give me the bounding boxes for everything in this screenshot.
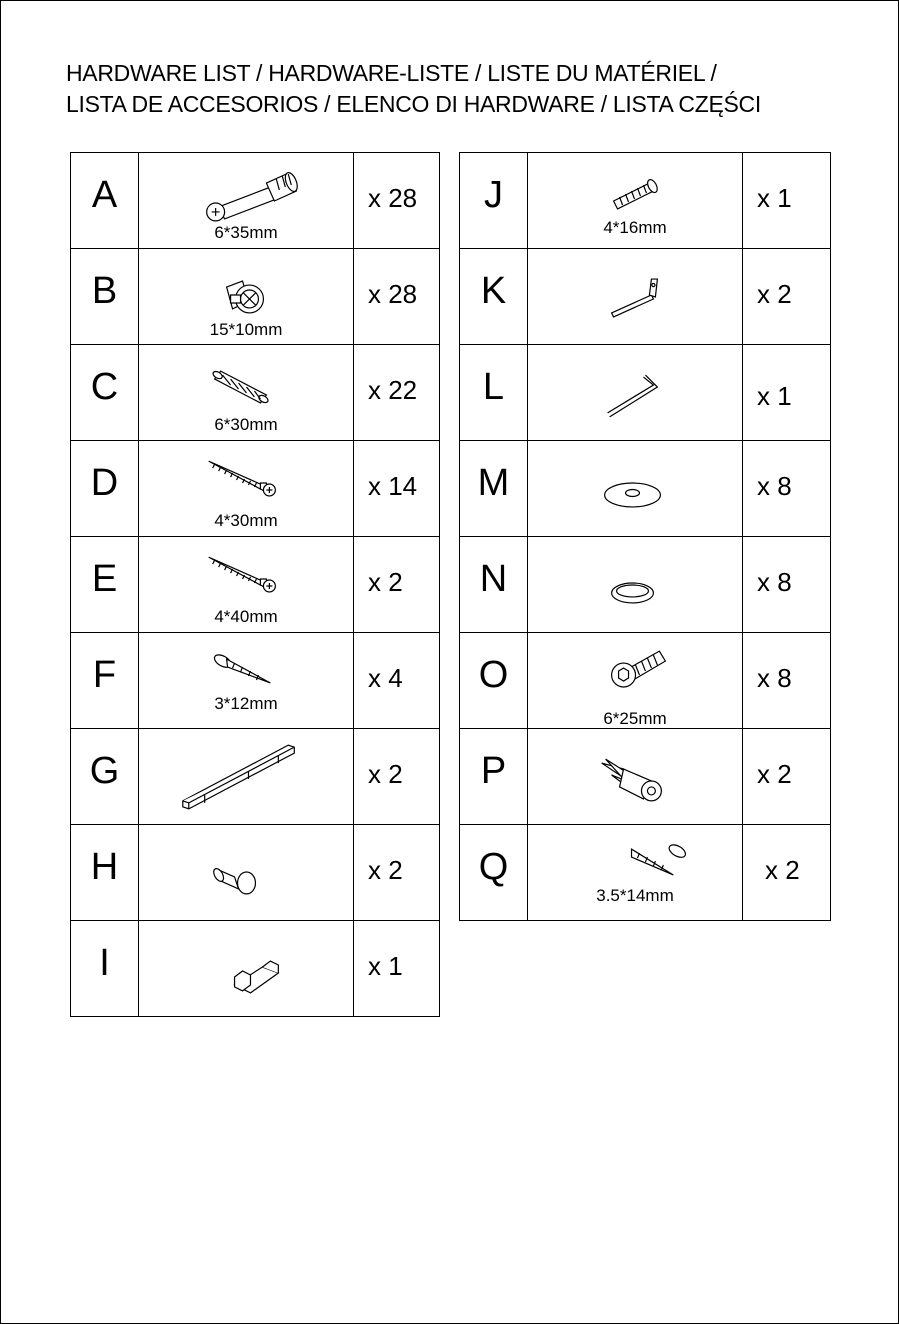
hardware-row — [460, 153, 831, 249]
item-quantity: x 2 — [368, 855, 403, 885]
item-quantity: x 22 — [368, 375, 418, 405]
item-size: 15*10mm — [209, 320, 283, 339]
item-letter: E — [91, 558, 118, 600]
hardware-row — [71, 633, 440, 729]
l-bracket-icon — [528, 249, 742, 344]
allen-key-icon — [528, 345, 742, 440]
hardware-row — [460, 249, 831, 345]
item-letter: A — [91, 174, 118, 216]
item-quantity: x 28 — [368, 279, 418, 309]
knob-icon — [139, 825, 353, 920]
cam-dowel-icon — [139, 153, 353, 248]
hardware-row — [460, 441, 831, 537]
item-quantity: x 2 — [765, 855, 800, 885]
item-letter: I — [99, 942, 110, 984]
title-line-2: LISTA DE ACCESORIOS / ELENCO DI HARDWARE / LISTA CZĘŚCI — [66, 91, 761, 117]
small-washer-icon — [528, 537, 742, 632]
hardware-row — [460, 633, 831, 729]
item-quantity: x 14 — [368, 471, 418, 501]
hardware-row — [460, 729, 831, 825]
hardware-row — [71, 729, 440, 825]
hex-socket-bolt-icon — [528, 633, 742, 728]
hardware-table-right — [459, 152, 831, 921]
item-letter: M — [477, 462, 510, 504]
page-title — [66, 58, 761, 120]
wall-anchor-icon — [528, 729, 742, 824]
hardware-row — [460, 537, 831, 633]
item-quantity: x 1 — [368, 951, 403, 981]
item-size: 6*25mm — [603, 709, 667, 728]
item-letter: F — [92, 654, 117, 696]
hardware-row — [71, 825, 440, 921]
item-size: 3.5*14mm — [596, 886, 674, 905]
title-line-1: HARDWARE LIST / HARDWARE-LISTE / LISTE DU MATÉRIEL / — [66, 60, 717, 86]
machine-screw-icon — [528, 153, 742, 248]
hex-connector-icon — [139, 921, 353, 1016]
item-quantity: x 8 — [757, 567, 792, 597]
hardware-row — [71, 249, 440, 345]
item-quantity: x 1 — [757, 381, 792, 411]
item-quantity: x 2 — [368, 759, 403, 789]
item-size: 3*12mm — [214, 694, 278, 713]
item-quantity: x 8 — [757, 471, 792, 501]
item-letter: B — [91, 270, 118, 312]
item-letter: D — [90, 462, 119, 504]
wall-screw-icon — [528, 825, 742, 920]
item-letter: H — [90, 846, 119, 888]
item-size: 4*30mm — [214, 511, 278, 530]
screw-icon — [139, 441, 353, 536]
item-letter: P — [480, 750, 507, 792]
item-quantity: x 4 — [368, 663, 403, 693]
item-quantity: x 2 — [757, 279, 792, 309]
cam-lock-icon — [139, 249, 353, 344]
item-quantity: x 8 — [757, 663, 792, 693]
screw-icon — [139, 537, 353, 632]
item-size: 4*40mm — [214, 607, 278, 626]
hardware-row — [71, 153, 440, 249]
rail-icon — [139, 729, 353, 824]
hardware-table-left — [70, 152, 440, 1017]
item-letter: Q — [478, 846, 509, 888]
hardware-row — [460, 825, 831, 921]
hardware-row — [460, 345, 831, 441]
item-letter: O — [478, 654, 509, 696]
large-washer-icon — [528, 441, 742, 536]
item-quantity: x 2 — [368, 567, 403, 597]
item-letter: C — [90, 366, 119, 408]
hardware-row — [71, 441, 440, 537]
short-screw-icon — [139, 633, 353, 728]
item-size: 6*35mm — [214, 223, 278, 242]
item-letter: L — [482, 366, 505, 408]
hardware-row — [71, 345, 440, 441]
item-quantity: x 2 — [757, 759, 792, 789]
wood-dowel-icon — [139, 345, 353, 440]
item-quantity: x 28 — [368, 183, 418, 213]
item-letter: G — [89, 750, 120, 792]
hardware-row — [71, 921, 440, 1017]
item-letter: J — [484, 174, 503, 216]
hardware-row — [71, 537, 440, 633]
item-letter: N — [479, 558, 508, 600]
item-quantity: x 1 — [757, 183, 792, 213]
item-size: 6*30mm — [214, 415, 278, 434]
item-letter: K — [480, 270, 507, 312]
item-size: 4*16mm — [603, 218, 667, 237]
